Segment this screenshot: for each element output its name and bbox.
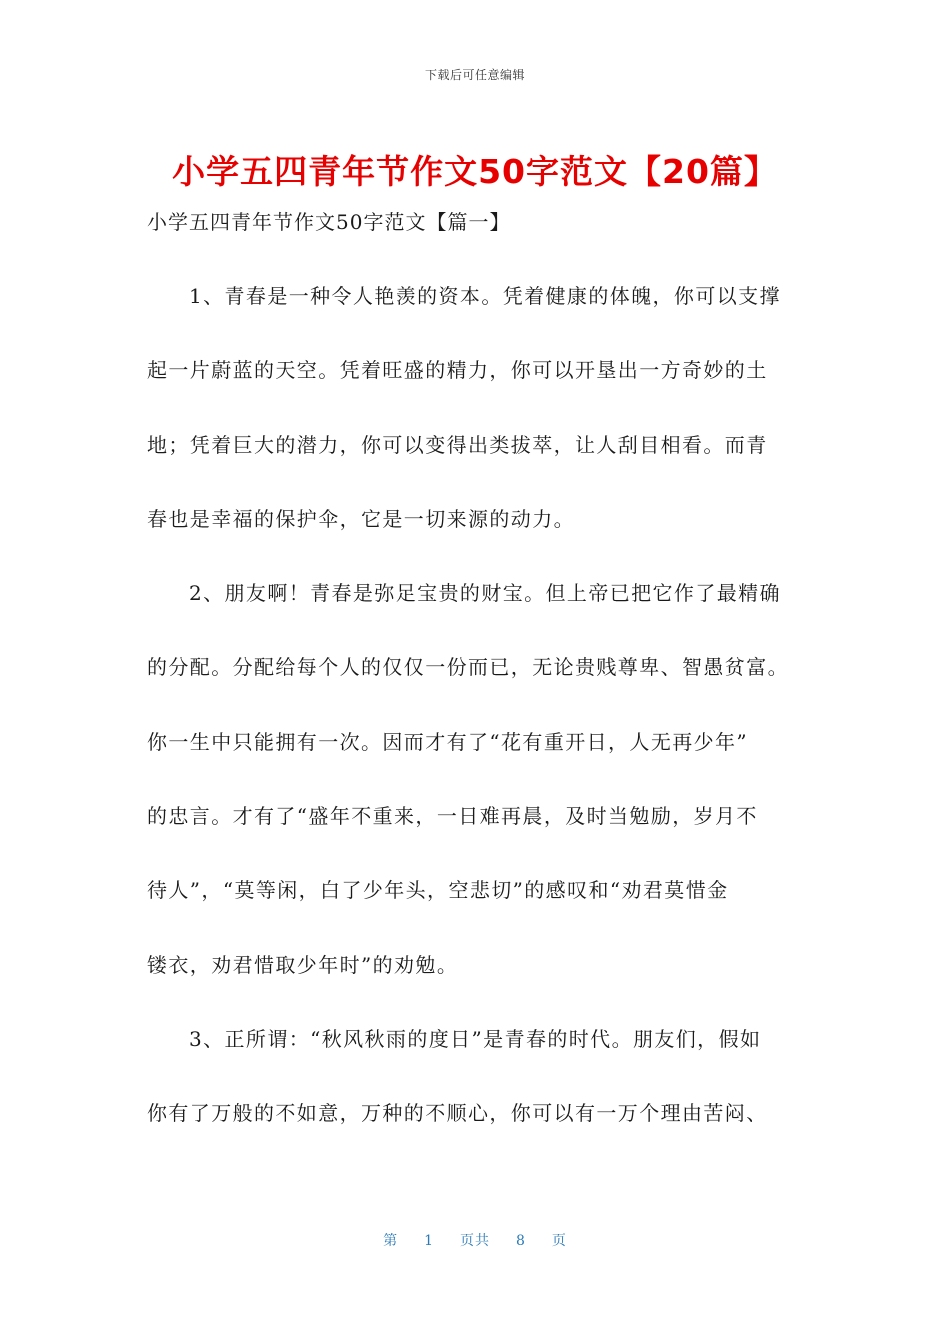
paragraph-line: 1、青春是一种令人艳羡的资本。凭着健康的体魄，你可以支撑 <box>189 284 781 308</box>
footer-page-middle: 页共 <box>460 1233 490 1249</box>
paragraph-line: 镂衣，劝君惜取少年时”的劝勉。 <box>147 952 459 977</box>
footer-page-number: 1 <box>424 1233 434 1249</box>
paragraph-line: 3、正所谓：“秋风秋雨的度日”是青春的时代。朋友们，假如 <box>189 1026 762 1051</box>
paragraph-line: 你有了万般的不如意，万种的不顺心，你可以有一万个理由苦闷、 <box>147 1101 768 1126</box>
page-header-note: 下载后可任意编辑 <box>424 68 525 82</box>
paragraph-line: 的分配。分配给每个人的仅仅一份而已，无论贵贱尊卑、智愚贫富。 <box>147 655 789 680</box>
footer-page-prefix: 第 <box>383 1233 399 1249</box>
document-body <box>147 278 807 1170</box>
paragraph-line: 待人”，“莫等闲，白了少年头，空悲切”的感叹和“劝君莫惜金 <box>147 878 729 903</box>
page-footer <box>0 1230 950 1250</box>
section-heading: 小学五四青年节作文50字范文【篇一】 <box>147 210 511 234</box>
footer-page-total: 8 <box>516 1233 526 1249</box>
paragraph-line: 起一片蔚蓝的天空。凭着旺盛的精力，你可以开垦出一方奇妙的土 <box>147 358 768 383</box>
footer-page-suffix: 页 <box>551 1233 567 1249</box>
paragraph-line: 你一生中只能拥有一次。因而才有了“花有重开日，人无再少年” <box>147 729 749 754</box>
paragraph-line: 春也是幸福的保护伞，它是一切来源的动力。 <box>147 506 575 531</box>
paragraph-line: 的忠言。才有了“盛年不重来，一日难再晨，及时当勉励，岁月不 <box>147 804 758 829</box>
paragraph-line: 地；凭着巨大的潜力，你可以变得出类拔萃，让人刮目相看。而青 <box>147 432 768 457</box>
document-title: 小学五四青年节作文50字范文【20篇】 <box>172 152 778 191</box>
paragraph-line: 2、朋友啊！青春是弥足宝贵的财宝。但上帝已把它作了最精确 <box>189 581 781 606</box>
